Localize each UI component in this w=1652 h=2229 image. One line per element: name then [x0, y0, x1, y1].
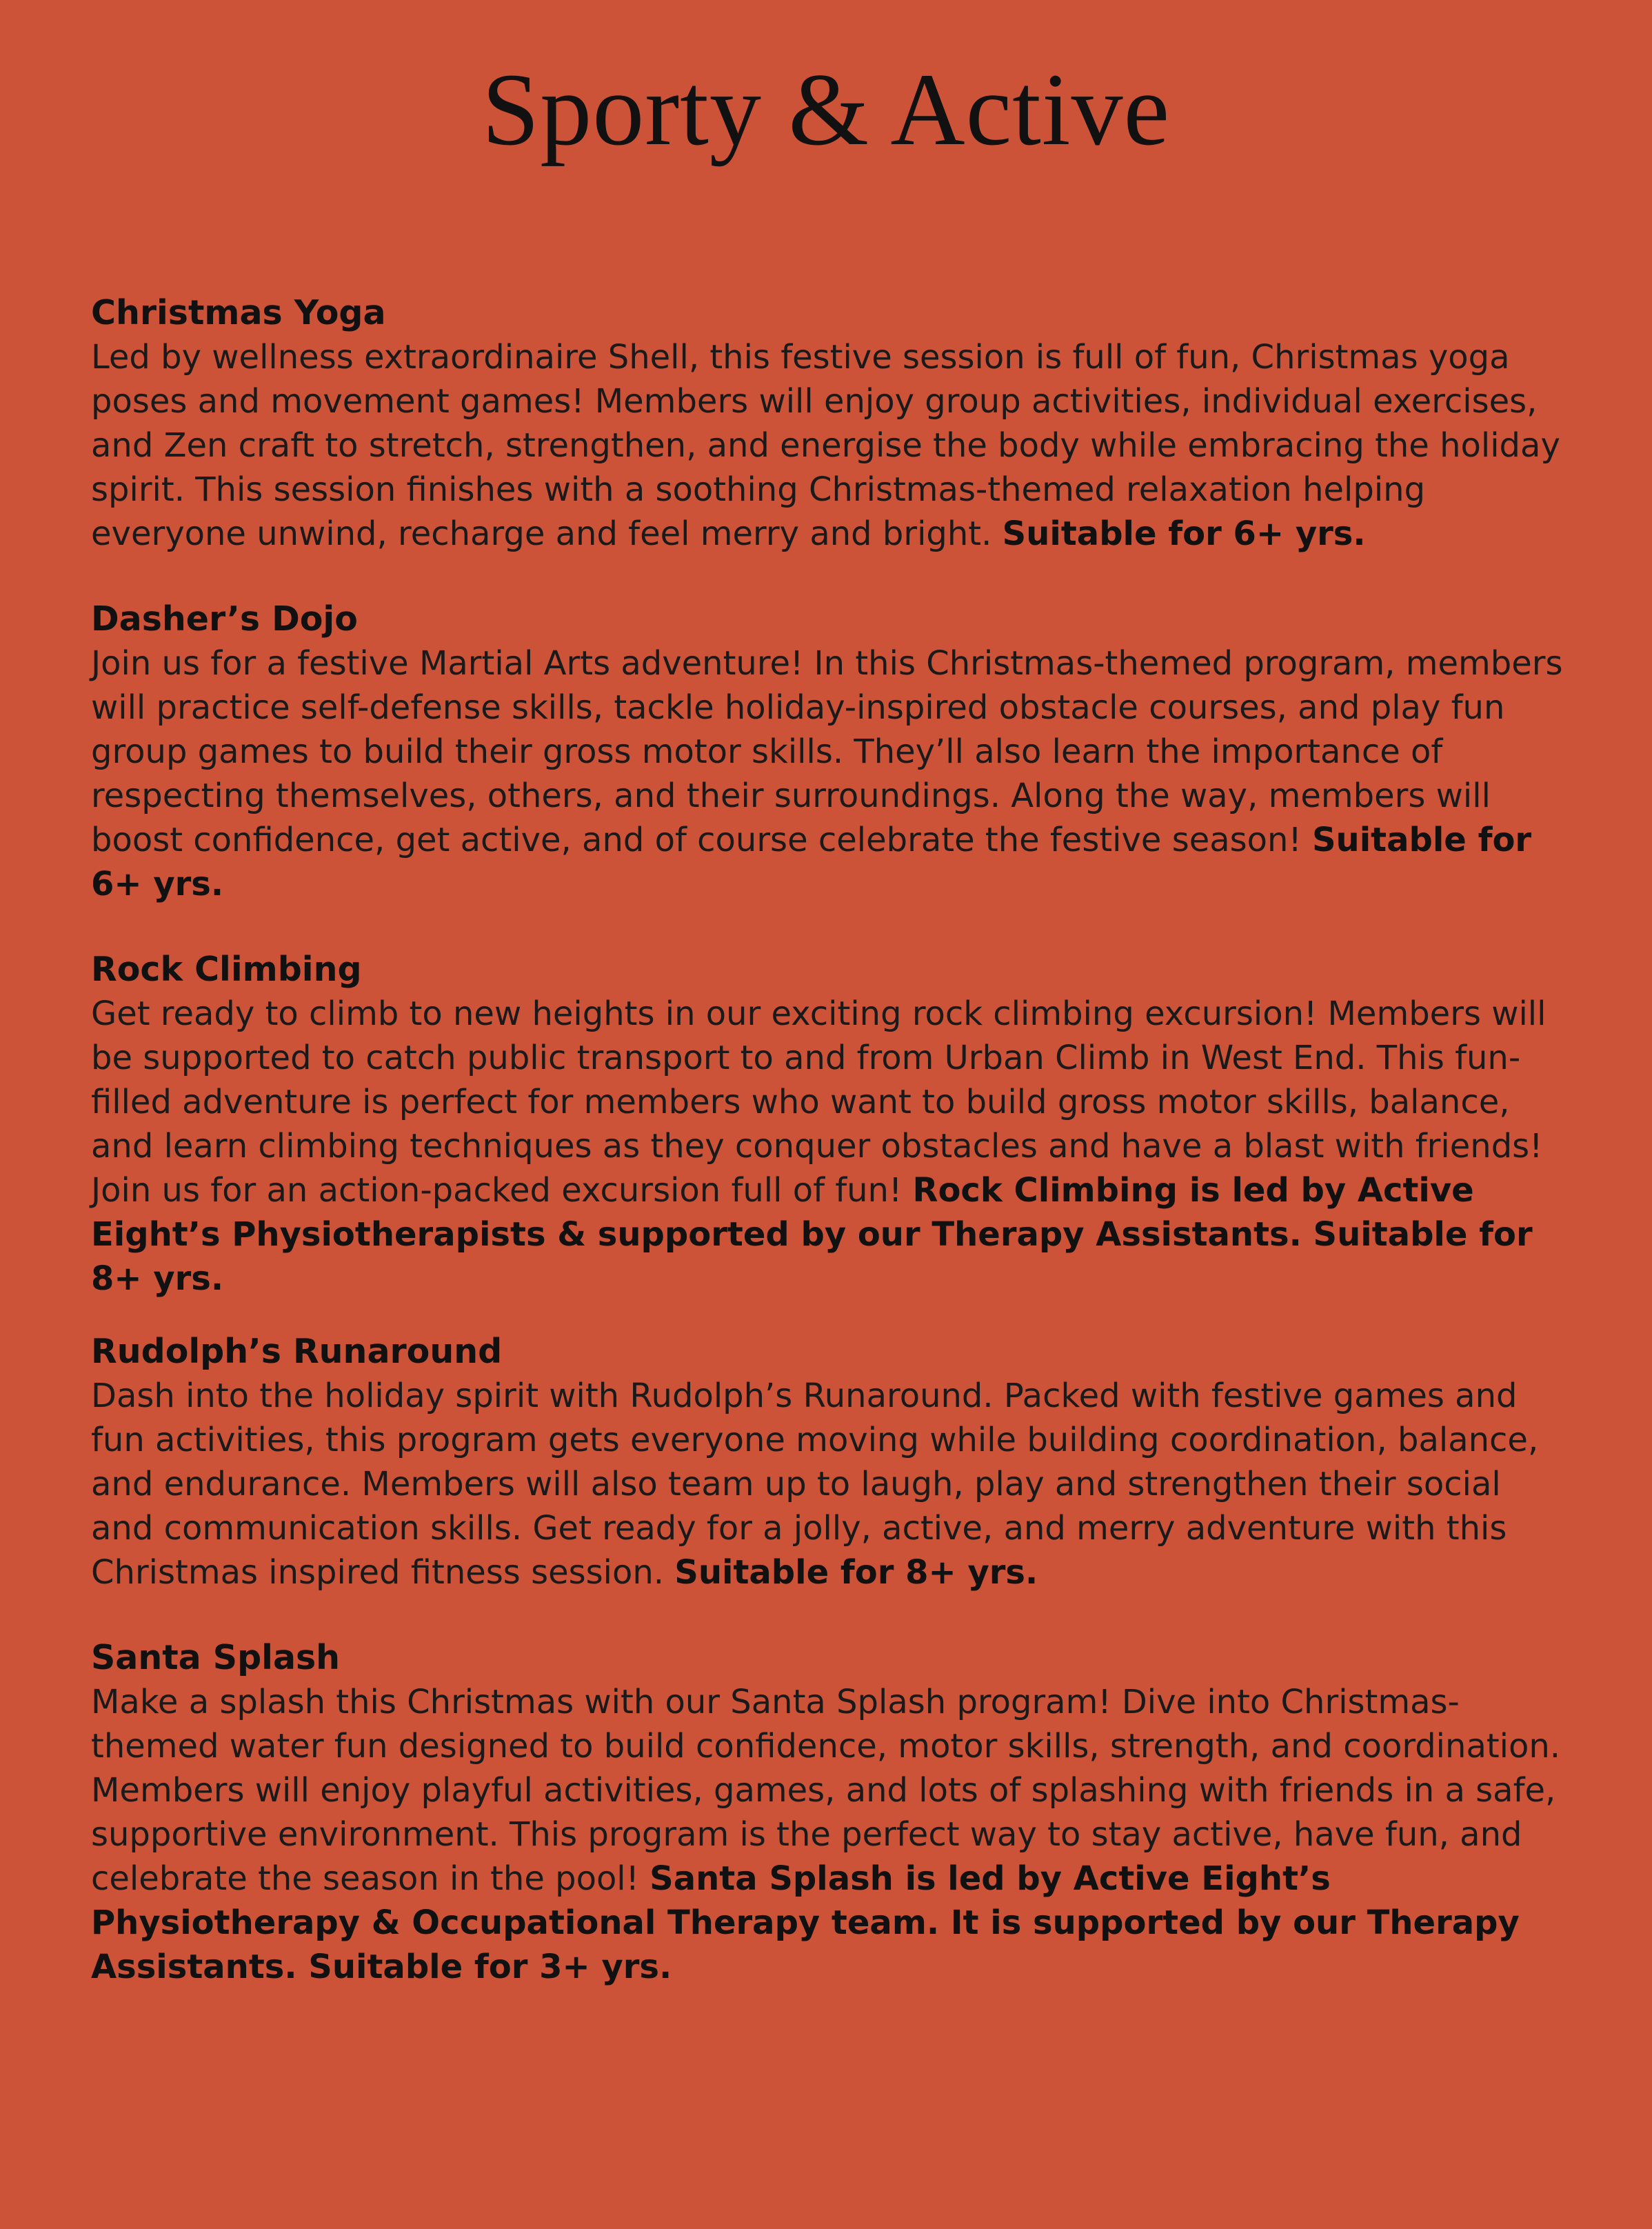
program-description: [91, 335, 1567, 556]
program-heading: Rock Climbing: [91, 950, 362, 989]
program-heading: Rudolph’s Runaround: [91, 1332, 503, 1371]
program-santa-splash: [91, 1636, 1567, 1989]
program-description: [91, 641, 1567, 906]
program-suitability: Suitable for 6+ yrs.: [1002, 514, 1366, 553]
program-description: [91, 1374, 1567, 1595]
program-rock-climbing: [91, 948, 1567, 1301]
program-suitability: Santa Splash is led by Active Eight’s Physiotherapy & Occupational Therapy team. It is supported by our Therapy Assistants. Suitable for 3+ yrs.: [91, 1859, 1520, 1986]
program-heading: Christmas Yoga: [91, 293, 386, 332]
program-description-text: Get ready to climb to new heights in our exciting rock climbing excursion! Members will be supported to catch public transport to and from Urban Climb in West End. This fun-filled adventure is perfect for members who want to build gross motor skills, balance, and learn climbing techniques as they conquer obstacles and have a blast with friends! Join us for an action-packed excursion full of fun!: [91, 994, 1547, 1210]
program-rudolphs-runaround: [91, 1330, 1567, 1595]
page-title: Sporty & Active: [481, 52, 1171, 167]
program-heading: Santa Splash: [91, 1638, 341, 1677]
program-description-text: Dash into the holiday spirit with Rudolph’s Runaround. Packed with festive games and fun activities, this program gets everyone moving while building coordination, balance, and endurance. Members will also team up to laugh, play and strengthen their social and communication skills. Get ready for a jolly, active, and merry adventure with this Christmas inspired fitness session.: [91, 1377, 1539, 1592]
program-heading: Dasher’s Dojo: [91, 599, 358, 639]
program-suitability: Rock Climbing is led by Active Eight’s Physiotherapists & supported by our Therapy Assistants. Suitable for 8+ yrs.: [91, 1171, 1533, 1298]
program-suitability: Suitable for 6+ yrs.: [91, 821, 1532, 903]
program-description: [91, 1680, 1567, 1989]
program-description-text: Join us for a festive Martial Arts adventure! In this Christmas-themed program, members will practice self-defense skills, tackle holiday-inspired obstacle courses, and play fun group games to build their gross motor skills. They’ll also learn the importance of respecting themselves, others, and their surroundings. Along the way, members will boost confidence, get active, and of course celebrate the festive season!: [91, 644, 1563, 859]
program-description: [91, 992, 1567, 1301]
program-list: [91, 291, 1567, 1989]
program-dashers-dojo: [91, 597, 1567, 906]
program-christmas-yoga: [91, 291, 1567, 556]
program-suitability: Suitable for 8+ yrs.: [674, 1553, 1038, 1592]
program-description-text: Make a splash this Christmas with our Santa Splash program! Dive into Christmas-themed water fun designed to build confidence, motor skills, strength, and coordination. Members will enjoy playful activities, games, and lots of splashing with friends in a safe, supportive environment. This program is the perfect way to stay active, have fun, and celebrate the season in the pool!: [91, 1683, 1561, 1898]
program-description-text: Led by wellness extraordinaire Shell, this festive session is full of fun, Christmas yoga poses and movement games! Members will enjoy group activities, individual exercises, and Zen craft to stretch, strengthen, and energise the body while embracing the holiday spirit. This session finishes with a soothing Christmas-themed relaxation helping everyone unwind, recharge and feel merry and bright.: [91, 338, 1560, 553]
